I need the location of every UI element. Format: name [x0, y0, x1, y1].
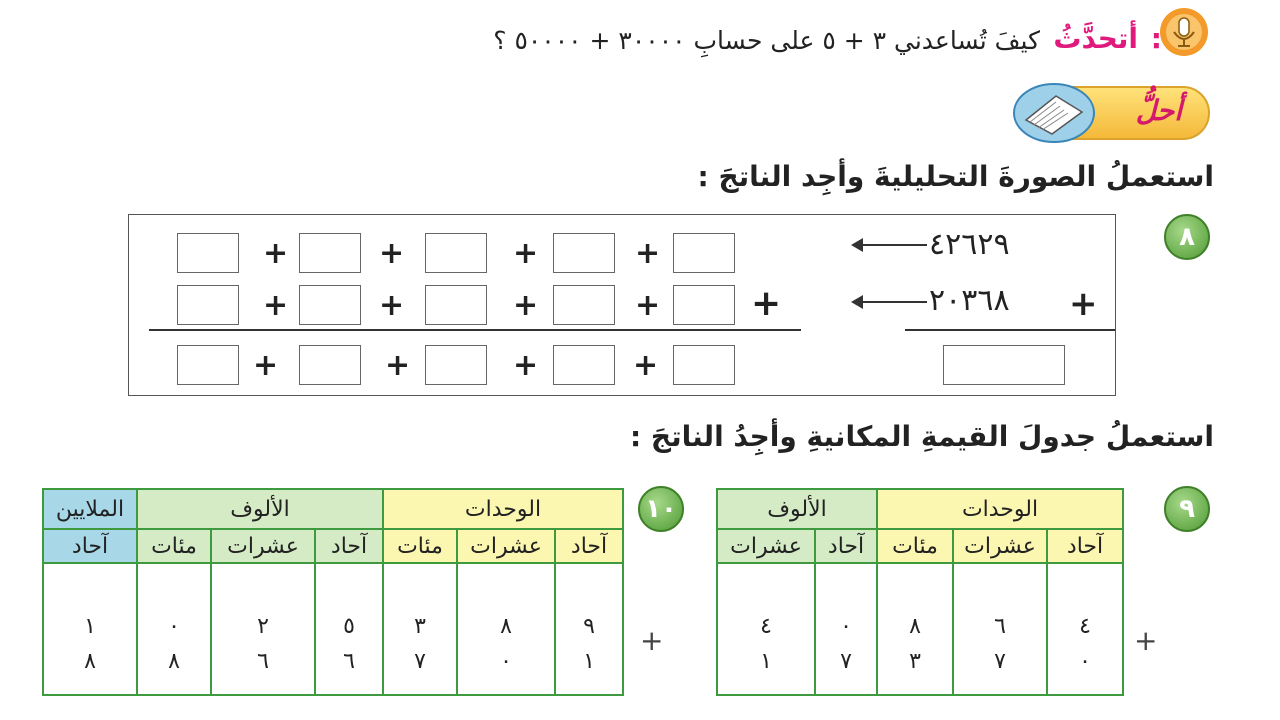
group-header-thousands: الألوف — [717, 489, 877, 529]
group-header-units: الوحدات — [383, 489, 623, 529]
column-header: عشرات — [953, 529, 1047, 563]
ex8-number-2: ٢٠٣٦٨ — [929, 283, 1010, 318]
digit-cell: ٨ ٣ — [877, 563, 953, 695]
plus-sign: + — [263, 288, 289, 323]
group-header-thousands: الألوف — [137, 489, 383, 529]
column-header: عشرات — [457, 529, 555, 563]
column-header: آحاد — [1047, 529, 1123, 563]
column-header: مئات — [383, 529, 457, 563]
digit-cell: ٦ ٧ — [953, 563, 1047, 695]
answer-box[interactable] — [177, 345, 239, 385]
ex10-number: ١٠ — [638, 486, 684, 532]
talk-colon: : — [1150, 22, 1162, 55]
column-header: آحاد — [815, 529, 877, 563]
plus-sign: + — [640, 624, 664, 657]
ex8-expansion-box — [128, 214, 1116, 396]
answer-box[interactable] — [425, 285, 487, 325]
plus-sign: + — [513, 288, 539, 323]
arrow-left-icon — [853, 301, 927, 303]
talk-label: أتحدَّثُ — [1053, 22, 1138, 55]
ex9-10-instruction: استعملُ جدولَ القيمةِ المكانيةِ وأجِدُ الناتجَ : — [629, 420, 1214, 453]
column-header: مئات — [877, 529, 953, 563]
sum-line — [149, 329, 801, 331]
ex8-instruction: استعملُ الصورةَ التحليليةَ وأجِد الناتجَ : — [697, 160, 1214, 193]
digit-cell: ٩ ١ — [555, 563, 623, 695]
plus-sign: + — [1069, 284, 1098, 324]
answer-box[interactable] — [177, 233, 239, 273]
answer-box[interactable] — [299, 285, 361, 325]
digit-cell: ١ ٨ — [43, 563, 137, 695]
arrow-left-icon — [853, 244, 927, 246]
column-header: عشرات — [211, 529, 315, 563]
digit-cell: ٨ ٠ — [457, 563, 555, 695]
plus-sign: + — [379, 288, 405, 323]
digit-cell: ٣ ٧ — [383, 563, 457, 695]
plus-sign: + — [379, 236, 405, 271]
column-header: آحاد — [43, 529, 137, 563]
ex10-place-value-table — [42, 488, 624, 696]
plus-sign: + — [513, 348, 539, 383]
ex9-number: ٩ — [1164, 486, 1210, 532]
answer-box[interactable] — [299, 345, 361, 385]
digit-cell: ٤ ٠ — [1047, 563, 1123, 695]
answer-box[interactable] — [553, 285, 615, 325]
answer-box[interactable] — [553, 345, 615, 385]
answer-box[interactable] — [177, 285, 239, 325]
column-header: مئات — [137, 529, 211, 563]
answer-box[interactable] — [673, 233, 735, 273]
digit-cell: ٤ ١ — [717, 563, 815, 695]
ex8-number: ٨ — [1164, 214, 1210, 260]
answer-box[interactable] — [673, 345, 735, 385]
talk-question: كيفَ تُساعدني ٣ + ٥ على حسابِ ٣٠٠٠٠ + ٥٠٠٠٠ ؟ — [493, 26, 1040, 55]
answer-box[interactable] — [425, 345, 487, 385]
column-header: آحاد — [555, 529, 623, 563]
answer-box[interactable] — [673, 285, 735, 325]
digit-cell: ٥ ٦ — [315, 563, 383, 695]
answer-box[interactable] — [553, 233, 615, 273]
digit-cell: ٢ ٦ — [211, 563, 315, 695]
plus-sign: + — [635, 288, 661, 323]
plus-sign: + — [1134, 624, 1158, 657]
plus-sign: + — [513, 236, 539, 271]
answer-box[interactable] — [425, 233, 487, 273]
plus-sign: + — [253, 348, 279, 383]
plus-sign: + — [633, 348, 659, 383]
column-header: عشرات — [717, 529, 815, 563]
column-header: آحاد — [315, 529, 383, 563]
plus-sign: + — [751, 283, 782, 324]
ex9-place-value-table — [716, 488, 1124, 696]
plus-sign: + — [635, 236, 661, 271]
digit-cell: ٠ ٧ — [815, 563, 877, 695]
answer-box[interactable] — [299, 233, 361, 273]
digit-cell: ٠ ٨ — [137, 563, 211, 695]
sum-line — [905, 329, 1115, 331]
plus-sign: + — [263, 236, 289, 271]
plus-sign: + — [385, 348, 411, 383]
group-header-units: الوحدات — [877, 489, 1123, 529]
book-icon — [1012, 82, 1096, 144]
solve-label: أحلُّ — [1135, 94, 1182, 127]
ex8-number-1: ٤٢٦٢٩ — [929, 227, 1010, 262]
result-box[interactable] — [943, 345, 1065, 385]
microphone-icon — [1158, 6, 1210, 58]
group-header-millions: الملايين — [43, 489, 137, 529]
